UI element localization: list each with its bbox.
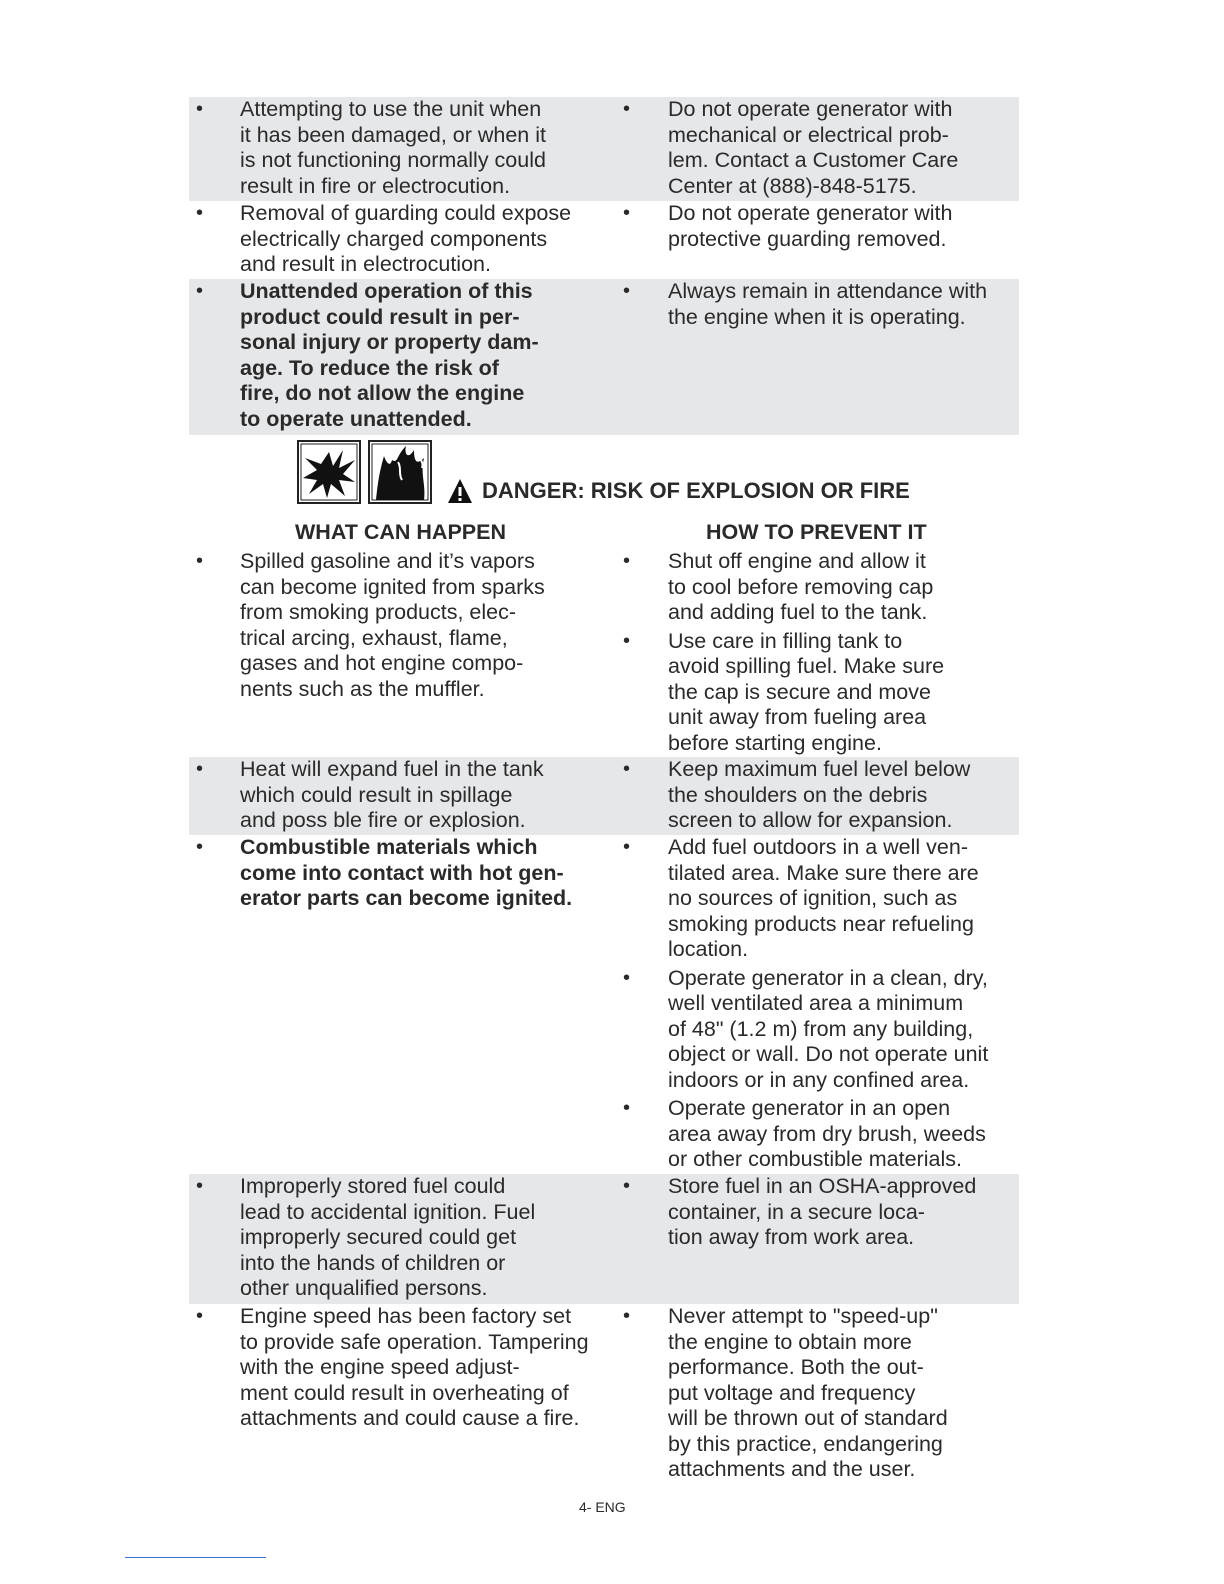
bullet: • [623,629,631,652]
warning-triangle-icon [447,478,473,511]
prevention-text: Store fuel in an OSHA-approved container, in a secure loca- tion away from work area. [668,1174,977,1249]
table-row [189,201,1019,279]
prevention-text: Do not operate generator with mechanical or electrical prob- lem. Contact a Customer Care Center at (888)-848-5175. [668,97,959,198]
bullet: • [623,1305,631,1327]
list-item [189,549,619,702]
list-item [189,757,619,834]
hazard-text: Removal of guarding could expose electrically charged components and result in electrocution. [240,201,572,276]
bullet: • [196,1305,204,1327]
hazard-text: Unattended operation of this product could result in per- sonal injury or property dam- age. To reduce the risk of fire, do not allow the engine to operate unattended. [240,279,539,431]
danger-header [297,440,997,506]
hazard-text: Improperly stored fuel could lead to accidental ignition. Fuel improperly secured could get into the hands of children or other unqualified persons. [240,1174,536,1300]
prevention-text: Never attempt to "speed-up" the engine to obtain more performance. Both the out- put voltage and frequency will be thrown out of standard by this practice, endangering attachments and the user. [668,1304,948,1481]
prevention-text: Keep maximum fuel level below the shoulders on the debris screen to allow for expansion. [668,757,971,832]
table-row [189,97,1019,201]
hazard-text: Spilled gasoline and it’s vapors can become ignited from sparks from smoking products, elec- trical arcing, exhaust, flame, gases and hot engine compo- nents such as the muffler. [240,549,545,701]
explosion-icon [297,440,361,504]
list-item [619,1174,1019,1251]
bullet: • [623,202,631,224]
table-row [189,1174,1019,1304]
hazard-text: Attempting to use the unit when it has been damaged, or when it is not functioning normally could result in fire or electrocution. [240,97,546,198]
list-item [619,549,1019,626]
list-item [619,629,1019,757]
bullet: • [196,550,204,572]
list-item [619,279,1019,330]
table-row [189,279,1019,435]
table-row [189,835,1019,1174]
bullet: • [196,1175,204,1197]
list-item [619,97,1019,199]
column-heading-how-to-prevent: HOW TO PREVENT IT [706,520,927,544]
list-item [619,835,1019,963]
bullet: • [623,1097,631,1119]
table-row [189,757,1019,835]
prevention-text: Operate generator in a clean, dry, well ventilated area a minimum of 48" (1.2 m) from any building, object or wall. Do not operate unit indoors or in any confined area. [668,965,989,1092]
prevention-text: Operate generator in an open area away from dry brush, weeds or other combustible materials. [668,1096,986,1171]
bullet: • [623,836,631,858]
hazard-text: Combustible materials which come into contact with hot gen- erator parts can become ignited. [240,835,573,910]
bullet: • [623,550,631,572]
list-item [619,201,1019,252]
prevention-text: Do not operate generator with protective guarding removed. [668,201,953,251]
list-item [189,279,619,432]
prevention-text: Shut off engine and allow it to cool before removing cap and adding fuel to the tank. [668,549,934,624]
list-item [189,201,619,278]
hazard-text: Engine speed has been factory set to provide safe operation. Tampering with the engine speed adjust- ment could result in overheating of attachments and could cause a fire. [240,1304,589,1430]
bullet: • [623,280,631,302]
bullet: • [196,202,204,224]
table-row [189,1304,1019,1486]
prevention-text: Always remain in attendance with the engine when it is operating. [668,279,988,329]
table-row [189,549,1019,757]
bullet: • [623,1175,631,1197]
list-item [189,97,619,199]
bullet: • [196,758,204,780]
list-item [619,966,1019,1094]
danger-title: DANGER: RISK OF EXPLOSION OR FIRE [482,478,910,503]
list-item [619,1096,1019,1173]
fire-icon [368,440,432,504]
bullet: • [196,280,204,302]
prevention-text: Add fuel outdoors in a well ven- tilated area. Make sure there are no sources of ignition, such as smoking products near refueling location. [668,835,979,961]
list-item [619,1304,1019,1483]
bullet: • [196,836,204,858]
page-number: 4- ENG [579,1499,626,1515]
bullet: • [623,758,631,780]
list-item [189,1304,619,1432]
bullet: • [623,98,631,120]
hazard-text: Heat will expand fuel in the tank which could result in spillage and poss ble fire or explosion. [240,757,544,832]
bullet: • [623,966,631,989]
column-heading-what-can-happen: WHAT CAN HAPPEN [295,520,507,544]
list-item [189,1174,619,1302]
footer-rule [125,1557,266,1558]
bullet: • [196,98,204,120]
list-item [189,835,619,912]
prevention-text: Use care in filling tank to avoid spilling fuel. Make sure the cap is secure and move unit away from fueling area before starting engine. [668,628,945,755]
list-item [619,757,1019,834]
